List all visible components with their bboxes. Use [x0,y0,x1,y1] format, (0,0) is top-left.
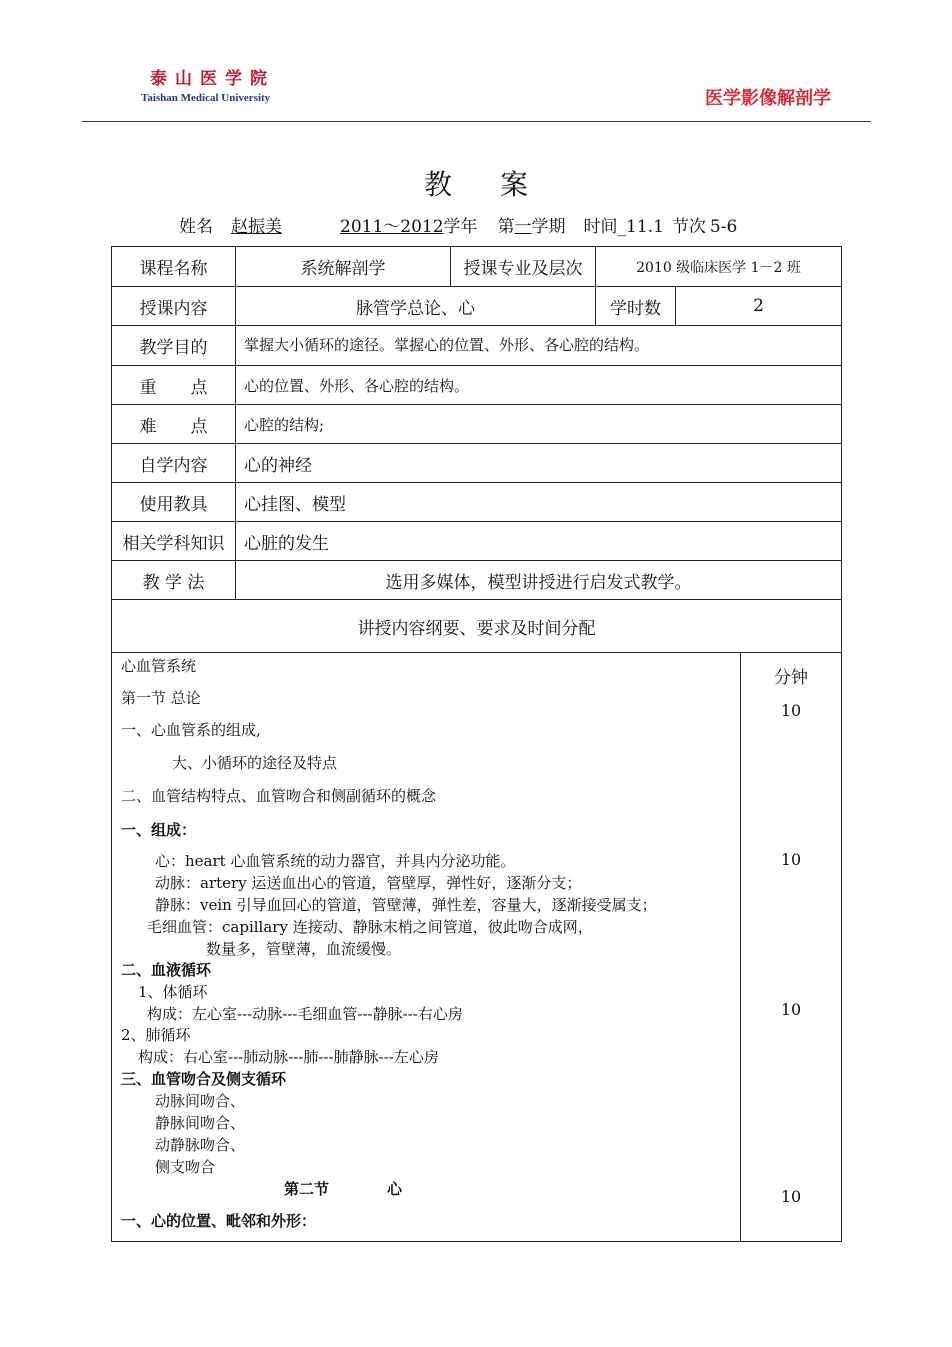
outline-heading: 三、血管吻合及侧支循环 [121,1070,287,1088]
content-value: 脉管学总论、心 [236,287,596,326]
outline-line: 静脉间吻合、 [155,1114,246,1132]
teacher-name: 赵振美 [231,217,282,237]
section-heading: 第二节 [284,1180,330,1198]
hours-value: 2 [676,287,842,326]
teaching-method-label: 教 学 法 [112,561,236,600]
difficulty-value: 心腔的结构; [236,405,842,444]
outline-line: 2、肺循环 [121,1026,191,1044]
teaching-method-value: 选用多媒体，模型讲授进行启发式教学。 [236,561,842,600]
key-points-label: 重 点 [112,366,236,405]
goal-label: 教学目的 [112,326,236,366]
term-value: 一 [514,217,532,237]
outline-heading: 一、组成： [121,821,197,839]
outline-header: 讲授内容纲要、要求及时间分配 [112,600,842,653]
outline-line: 心血管系统 [121,657,197,675]
section-heading: 心 [387,1180,403,1198]
logo-chinese: 泰山医学院 [150,69,275,89]
time-value: 11.1 [626,217,664,237]
outline-heading: 二、血液循环 [121,961,212,979]
outline-line: 毛细血管：capillary 连接动、静脉末梢之间管道，彼此吻合成网， [147,918,593,936]
logo-english: Taishan Medical University [141,92,271,104]
name-label: 姓名 [179,217,213,237]
course-header-title: 医学影像解剖学 [705,88,831,109]
minutes-column [741,653,842,1242]
outline-line: 数量多，管壁薄，血流缓慢。 [206,940,402,958]
university-logo [138,64,298,109]
outline-line: 静脉：vein 引导血回心的管道，管壁薄，弹性差，容量大，逐渐接受属支； [155,896,657,914]
outline-line: 动静脉吻合、 [155,1136,246,1154]
outline-line: 动脉：artery 运送血出心的管道，管壁厚，弹性好，逐渐分支； [155,874,582,892]
outline-line: 构成：右心室---肺动脉---肺---肺静脉---左心房 [138,1048,439,1066]
self-study-label: 自学内容 [112,444,236,483]
minutes-value: 10 [780,1187,802,1206]
outline-line: 二、血管结构特点、血管吻合和侧副循环的概念 [121,787,437,805]
period-value: 5-6 [709,217,738,237]
outline-line: 构成：左心室---动脉---毛细血管---静脉---右心房 [147,1005,463,1023]
outline-line: 动脉间吻合、 [155,1092,246,1110]
tools-value: 心挂图、模型 [236,483,842,522]
outline-line: 第一节 总论 [121,689,201,707]
related-knowledge-label: 相关学科知识 [112,522,236,561]
outline-line: 一、心血管系的组成, [121,721,261,739]
page-header [0,0,952,125]
content-label: 授课内容 [112,287,236,326]
hours-label: 学时数 [596,287,676,326]
major-value: 2010 级临床医学 1－2 班 [596,247,842,287]
course-name-value: 系统解剖学 [236,247,451,287]
tools-label: 使用教具 [112,483,236,522]
minutes-value: 10 [780,1000,802,1019]
difficulty-label: 难 点 [112,405,236,444]
year-label: 学年 [443,217,478,237]
term-prefix: 第 [497,217,515,237]
header-divider [82,121,871,122]
document-title: 教案 [423,168,576,201]
outline-line: 侧支吻合 [155,1158,216,1176]
term-suffix: 学期 [531,217,566,237]
school-year: 2011～2012 [340,217,444,237]
outline-heading: 一、心的位置、毗邻和外形： [121,1212,317,1230]
major-label: 授课专业及层次 [451,247,596,287]
time-label: 时间 [583,217,618,237]
minutes-header: 分钟 [774,668,808,688]
minutes-value: 10 [780,701,802,720]
lesson-plan-table [111,246,842,1242]
goal-value: 掌握大小循环的途径。掌握心的位置、外形、各心腔的结构。 [236,326,842,366]
outline-content [112,653,741,1242]
info-line: 姓名 赵振美 2011～2012学年 第一学期 时间_11.1 节次 5-6 [179,212,737,237]
minutes-value: 10 [780,850,802,869]
self-study-value: 心的神经 [236,444,842,483]
related-knowledge-value: 心脏的发生 [236,522,842,561]
outline-line: 1、体循环 [138,983,208,1001]
period-label: 节次 [671,217,706,237]
key-points-value: 心的位置、外形、各心腔的结构。 [236,366,842,405]
outline-line: 大、小循环的途径及特点 [172,754,338,772]
course-name-label: 课程名称 [112,247,236,287]
outline-line: 心：heart 心血管系统的动力器官，并具内分泌功能。 [155,852,516,870]
